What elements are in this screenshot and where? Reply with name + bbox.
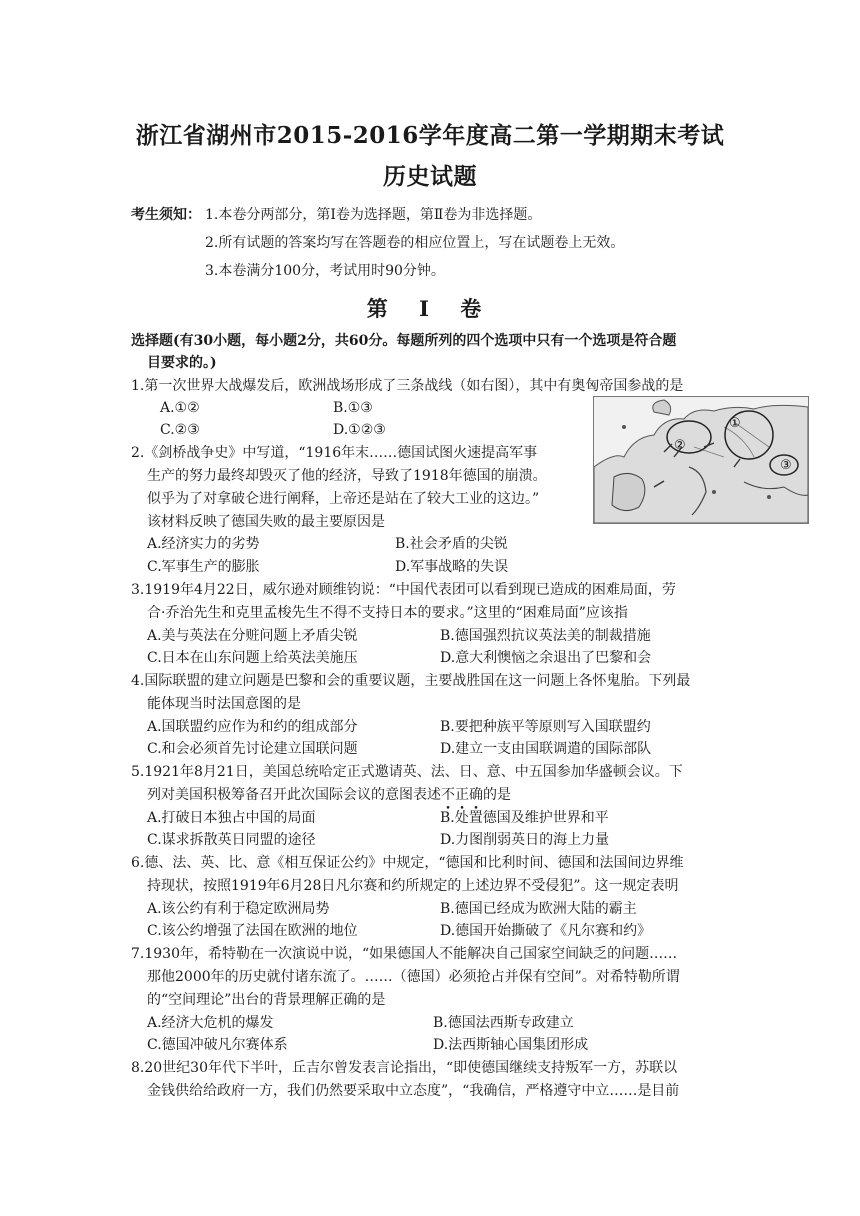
question-2-text: 似乎为了对拿破仑进行阐释，上帝还是站在了较大工业的这边。” (147, 491, 540, 507)
section-instruction: 选择题(有30小题，每小题2分，共60分。每题所列的四个选项中只有一个选项是符合题 (131, 333, 677, 349)
question-3-text: 3.1919年4月22日，威尔逊对顾维钧说：“中国代表团可以看到现已造成的困难局面，劳 (131, 582, 676, 598)
question-1-option-b: B.①③ (333, 400, 373, 416)
question-5-text-emphasis: 列对美国积极筹备召开此次国际会议的意图表述不正确的是 (147, 787, 511, 803)
notice-item: 3.本卷满分100分，考试用时90分钟。 (205, 263, 445, 279)
question-3-option-c: C.日本在山东问题上给英法美施压 (147, 650, 358, 666)
question-5-text: 5.1921年8月21日，美国总统哈定正式邀请英、法、日、意、中五国参加华盛顿会议。下 (131, 764, 683, 780)
question-2-text: 2.《剑桥战争史》中写道，“1916年末……德国试图火速提高军事 (131, 445, 538, 461)
question-5-option-c: C.谋求拆散英日同盟的途径 (147, 832, 316, 848)
question-6-option-c: C.该公约增强了法国在欧洲的地位 (147, 923, 358, 939)
question-6-text: 6.德、法、英、比、意《相互保证公约》中规定，“德国和比利时间、德国和法国间边界维 (131, 855, 684, 871)
question-1-text: 1.第一次世界大战爆发后，欧洲战场形成了三条战线（如右图），其中有奥匈帝国参战的是 (131, 378, 684, 394)
question-4-option-a: A.国联盟约应作为和约的组成部分 (147, 719, 358, 735)
question-3-option-d: D.意大利懊恼之余退出了巴黎和会 (440, 650, 652, 666)
europe-fronts-map (593, 396, 809, 524)
question-6-option-a: A.该公约有利于稳定欧洲局势 (147, 901, 330, 917)
exam-subtitle: 历史试题 (383, 163, 477, 190)
question-7-option-b: B.德国法西斯专政建立 (433, 1015, 574, 1031)
map-label-2: ② (674, 438, 686, 453)
question-2-option-b: B.社会矛盾的尖锐 (395, 536, 508, 552)
question-7-option-a: A.经济大危机的爆发 (147, 1015, 274, 1031)
question-2-text: 该材料反映了德国失败的最主要原因是 (147, 514, 385, 530)
question-6-text: 持现状，按照1919年6月28日凡尔赛和约所规定的上述边界不受侵犯”。这一规定表明 (147, 878, 679, 894)
exam-title: 浙江省湖州市2015-2016学年度高二第一学期期末考试 (135, 122, 725, 149)
question-6-option-d: D.德国开始撕破了《凡尔赛和约》 (440, 923, 652, 939)
question-3-option-a: A.美与英法在分赃问题上矛盾尖锐 (147, 628, 358, 644)
question-4-option-d: D.建立一支由国联调遣的国际部队 (440, 741, 652, 757)
question-7-option-c: C.德国冲破凡尔赛体系 (147, 1037, 288, 1053)
question-4-text: 4.国际联盟的建立问题是巴黎和会的重要议题，主要战胜国在这一问题上各怀鬼胎。下列最 (131, 673, 691, 689)
question-7-text: 7.1930年，希特勒在一次演说中说，“如果德国人不能解决自己国家空间缺乏的问题…… (131, 946, 678, 962)
emphasis-char: 不 (441, 787, 455, 803)
question-1-option-a: A.①② (160, 400, 200, 416)
question-2-option-c: C.军事生产的膨胀 (147, 559, 260, 575)
question-5-option-a: A.打破日本独占中国的局面 (147, 810, 316, 826)
question-2-text: 生产的努力最终却毁灭了他的经济，导致了1918年德国的崩溃。 (147, 468, 547, 484)
notice-item: 2.所有试题的答案均写在答题卷的相应位置上，写在试题卷上无效。 (205, 235, 625, 251)
question-4-text: 能体现当时法国意图的是 (147, 696, 301, 712)
question-7-text: 的“空间理论”出台的背景理解正确的是 (147, 992, 386, 1008)
question-1-option-d: D.①②③ (333, 422, 386, 438)
notice-item: 1.本卷分两部分，第Ⅰ卷为选择题，第Ⅱ卷为非选择题。 (205, 207, 542, 223)
question-3-option-b: B.德国强烈抗议英法美的制裁措施 (440, 628, 651, 644)
section-title: 第 Ⅰ 卷 (366, 296, 494, 321)
question-8-text: 金钱供给给政府一方，我们仍然要采取中立态度”，“我确信，严格遵守中立……是目前 (147, 1083, 680, 1099)
question-5-option-b: B.处置德国及维护世界和平 (440, 810, 609, 826)
notice-label: 考生须知： (131, 207, 201, 223)
map-label-3: ③ (780, 458, 792, 473)
section-instruction: 目要求的。) (147, 355, 217, 371)
question-2-option-d: D.军事战略的失误 (395, 559, 509, 575)
emphasis-char: 确 (469, 787, 483, 803)
question-8-text: 8.20世纪30年代下半叶，丘吉尔曾发表言论指出，“即使德国继续支持叛军一方，苏联以 (131, 1060, 678, 1076)
question-3-text: 合·乔治先生和克里孟梭先生不得不支持日本的要求。”这里的“困难局面”应该指 (147, 605, 628, 621)
question-4-option-b: B.要把种族平等原则写入国联盟约 (440, 719, 651, 735)
question-5-option-d: D.力图削弱英日的海上力量 (440, 832, 610, 848)
question-2-option-a: A.经济实力的劣势 (147, 536, 260, 552)
question-1-option-c: C.②③ (160, 422, 200, 438)
question-4-option-c: C.和会必须首先讨论建立国联问题 (147, 741, 358, 757)
question-7-option-d: D.法西斯轴心国集团形成 (433, 1037, 589, 1053)
map-illustration (594, 397, 808, 523)
map-label-1: ① (729, 416, 741, 431)
question-7-text: 那他2000年的历史就付诸东流了。……（德国）必须抢占并保有空间”。对希特勒所谓 (147, 969, 680, 985)
emphasis-char: 正 (455, 787, 469, 803)
question-6-option-b: B.德国已经成为欧洲大陆的霸主 (440, 901, 637, 917)
